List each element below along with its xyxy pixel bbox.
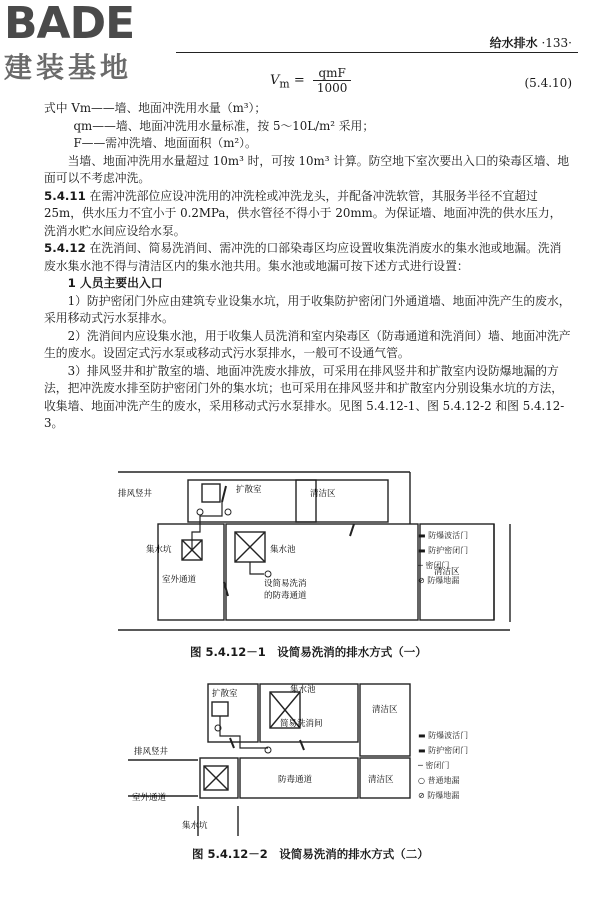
fig2-label-expansion: 扩散室	[212, 689, 238, 699]
formula-lhs-sub: m	[279, 77, 290, 91]
fig1-gas-corridor	[226, 524, 418, 620]
fig2-clean-area	[360, 684, 410, 756]
fig1-label-center2: 的防毒通道	[264, 591, 307, 601]
clause-number: 5.4.11	[44, 188, 86, 203]
fig2-label-shaft: 排风竖井	[134, 747, 169, 757]
fig1-clean-room	[296, 480, 388, 522]
formula-lhs: V	[270, 73, 280, 88]
fig1-shaft-box	[202, 484, 220, 502]
fig2-label-clean2: 清洁区	[368, 775, 394, 785]
page-header	[490, 34, 572, 51]
fig1-label-center1: 设简易洗消	[264, 579, 307, 589]
page-number: ·133·	[541, 36, 572, 50]
legend-item: ─ 密闭门	[418, 561, 450, 570]
body-text	[44, 100, 572, 433]
legend-item: ─ 密闭门	[418, 761, 450, 770]
logo-subtitle: 建装基地	[4, 51, 133, 84]
list-item: 1）防护密闭门外应由建筑专业设集水坑，用于收集防护密闭门外通道墙、地面冲洗产生的废水，采用移动式污水泵排水。	[44, 293, 571, 325]
fig2-legend	[418, 728, 468, 803]
header-rule	[176, 52, 578, 53]
formula-numerator: qmF	[313, 66, 352, 81]
legend-item: ⊘ 防爆地漏	[418, 576, 460, 585]
list-item: 3）排风竖井和扩散室的墙、地面冲洗废水排放，可采用在排风竖井和扩散室内设防爆地漏的方法，把冲洗废水排至防护密闭门外的集水坑；也可采用在排风竖井和扩散室内分别设集水坑的方法，收集墙、地面冲洗产生的废水，采用移动式污水泵排水。见图 5.4.12-1、图 5.4.12-2 和图 5.4.12-3。	[44, 363, 565, 430]
list-heading: 1 人员主要出入口	[67, 276, 163, 290]
fig1-label-clean2: 清洁区	[434, 567, 460, 577]
figure-caption: 图 5.4.12－2 设简易洗消的排水方式（二）	[192, 847, 429, 861]
list-item: 2）洗消间内应设集水池，用于收集人员洗消和室内染毒区（防毒通道和洗消间）墙、地面冲洗产生的废水。设固定式污水泵或移动式污水泵排水，一般可不设通气管。	[44, 328, 571, 360]
fig1-label-corridor: 室外通道	[162, 575, 197, 585]
definition-line: qm——墙、地面冲洗用水量标准，按 5～10L/m² 采用；	[73, 118, 375, 133]
fig1-drain	[225, 509, 231, 515]
equation-number: (5.4.10)	[524, 76, 572, 90]
fig2-shaft-box	[200, 758, 238, 798]
clause-text: 在需冲洗部位应设冲洗用的冲洗栓或冲洗龙头，并配备冲洗软管，其服务半径不宜超过 25m，供水压力不宜小于 0.2MPa，供水管径不得小于 20mm。为保证墙、地面冲洗的供水压力，洗消水贮水间应设给水泵。	[44, 188, 562, 238]
paragraph: 当墙、地面冲洗用水量超过 10m³ 时，可按 10m³ 计算。防空地下室次要出入口的染毒区墙、地面可以不考虑冲洗。	[44, 153, 570, 185]
legend-item: ⊘ 防爆地漏	[418, 791, 460, 800]
formula-denominator: 1000	[316, 81, 348, 95]
figure-caption: 图 5.4.12－1 设简易洗消的排水方式（一）	[190, 645, 427, 659]
fig1-label-clean: 清洁区	[310, 489, 336, 499]
fig2-label-pool: 集水池	[290, 685, 316, 695]
clause-5-4-12	[44, 240, 572, 275]
fig2-label-corridor: 室外通道	[132, 793, 167, 803]
definition-line: F——需冲洗墙、地面面积（m²）。	[73, 136, 257, 150]
fig2-label-simple: 简易洗消间	[280, 719, 323, 729]
fig1-label-sump: 集水坑	[146, 545, 172, 555]
publisher-logo	[4, 2, 176, 84]
fig1-label-shaft: 排风竖井	[118, 489, 153, 499]
fig1-drain	[197, 509, 203, 515]
formula-fraction	[313, 66, 352, 95]
definition-line: 式中 Vm——墙、地面冲洗用水量（m³）；	[44, 101, 267, 115]
legend-item: ▬ 防爆波活门	[418, 531, 469, 540]
fig1-label-expansion: 扩散室	[236, 485, 262, 495]
figure-5-4-12-2	[128, 676, 428, 842]
legend-item: ▬ 防护密闭门	[418, 546, 469, 555]
clause-number: 5.4.12	[44, 241, 86, 255]
formula-5-4-10	[270, 66, 351, 95]
fig1-outer-corridor	[158, 524, 224, 620]
legend-item: ▬ 防护密闭门	[418, 746, 469, 755]
fig1-legend	[418, 528, 468, 588]
fig2-label-clean: 清洁区	[372, 705, 398, 715]
logo-brand: BADE	[4, 0, 135, 49]
formula-equals: =	[293, 73, 305, 88]
fig1-drain	[265, 571, 271, 577]
running-head: 给水排水	[489, 36, 538, 50]
clause-text: 在洗消间、简易洗消间、需冲洗的口部染毒区均应设置收集洗消废水的集水池或地漏。洗消废水集水池不得与清洁区内的集水池共用。集水池或地漏可按下述方式进行设置：	[44, 241, 562, 273]
legend-item: ▬ 防爆波活门	[418, 731, 469, 740]
legend-item: ○ 普通地漏	[418, 776, 460, 785]
fig1-label-pool: 集水池	[270, 545, 296, 555]
clause-5-4-11	[44, 188, 572, 241]
fig2-label-sump: 集水坑	[182, 821, 208, 831]
fig2-label-gas: 防毒通道	[278, 775, 313, 785]
